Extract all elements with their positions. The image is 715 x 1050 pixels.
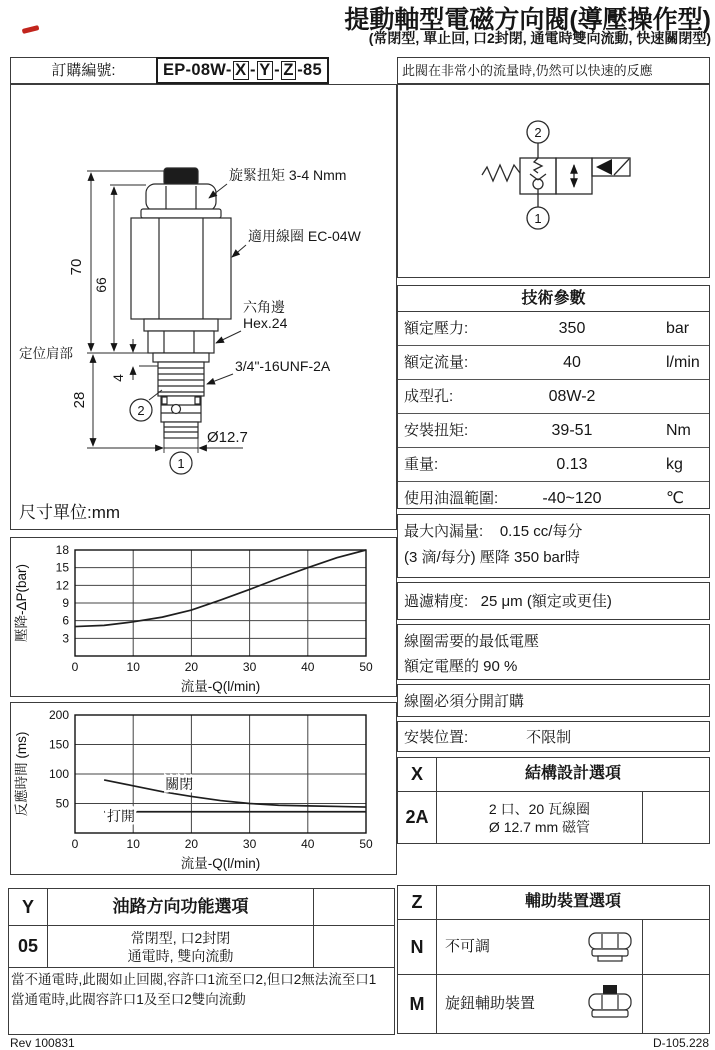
dim-66: 66: [93, 277, 109, 293]
row-value: 08W-2: [548, 388, 596, 405]
knurled-cap: [164, 168, 198, 185]
shoulder-label: 定位肩部: [19, 346, 73, 361]
order-code-x: X: [233, 61, 249, 80]
order-code-prefix: EP-08W-: [162, 61, 232, 79]
y-table-title: 油路方向功能選項: [112, 897, 249, 916]
mounting-position-box: [397, 721, 710, 752]
row-label: 額定流量:: [404, 354, 469, 371]
coil-body: [131, 218, 231, 319]
spring-symbol: [482, 165, 520, 181]
y-option-code: 05: [9, 926, 48, 967]
order-number-label: 訂購編號:: [51, 62, 116, 79]
z-table-code: Z: [398, 886, 437, 919]
valve-drawing-svg: [11, 85, 396, 529]
knob-nut-icon: [584, 984, 636, 1024]
order-code-z: Z: [281, 61, 296, 80]
order-code-suffix: -85: [297, 61, 322, 79]
table-row-cavity: [398, 379, 709, 413]
svg-text:3: 3: [62, 631, 69, 646]
mounting-value: 不限制: [526, 729, 572, 746]
thread-section: [158, 362, 204, 396]
z-option-spacer: [642, 975, 709, 1033]
y-option-description: [48, 926, 313, 967]
svg-text:40: 40: [301, 660, 315, 674]
order-code-y: Y: [257, 61, 273, 80]
x-options-table: [397, 757, 710, 844]
svg-text:流量-Q(l/min): 流量-Q(l/min): [180, 679, 261, 694]
y-options-table: [8, 888, 395, 1035]
order-code-sep: -: [274, 61, 280, 79]
y-note-line-2: 當通電時,此閥容許口1及至口2雙向流動: [11, 992, 246, 1007]
check-poppet: [533, 179, 543, 189]
svg-text:0: 0: [71, 837, 79, 851]
x-option-code: 2A: [398, 792, 437, 843]
hydraulic-symbol-box: [397, 84, 710, 278]
dim-28: 28: [71, 391, 88, 409]
svg-text:壓降-ΔP(bar): 壓降-ΔP(bar): [14, 563, 29, 643]
hex-label: 六角邊: [243, 299, 285, 315]
z-option-row-m: [398, 974, 709, 1033]
x-option-desc-line-1: 2 口、20 瓦線圈: [488, 800, 591, 817]
row-unit: ℃: [666, 490, 684, 507]
row-value: 39-51: [551, 422, 593, 439]
x-table-header: [398, 758, 709, 792]
svg-text:20: 20: [184, 660, 199, 674]
table-row-torque: [398, 413, 709, 447]
x-table-title: 結構設計選項: [524, 765, 621, 782]
diameter-label: Ø12.7: [207, 429, 248, 446]
svg-text:30: 30: [242, 837, 257, 851]
svg-text:40: 40: [301, 837, 315, 851]
x-table-code: X: [398, 758, 437, 791]
svg-text:0: 0: [71, 660, 79, 674]
svg-text:流量-Q(l/min): 流量-Q(l/min): [180, 856, 261, 871]
y-note-line-1: 當不通電時,此閥如止回閥,容許口1流至口2,但口2無法流至口1: [11, 972, 377, 987]
table-row-temperature: [398, 481, 709, 515]
row-unit: l/min: [666, 354, 700, 371]
svg-text:20: 20: [184, 837, 199, 851]
coil-label: 適用線圈 EC-04W: [248, 228, 361, 244]
svg-text:10: 10: [126, 837, 140, 851]
leakage-line-2: (3 滴/每分) 壓降 350 bar時: [404, 549, 580, 566]
port-1-number: 1: [177, 456, 185, 471]
z-option-row-n: [398, 920, 709, 974]
z-option-n-label: 不可調: [445, 938, 491, 955]
svg-text:100: 100: [48, 767, 69, 781]
quick-response-note: 此閥在非常小的流量時,仍然可以快速的反應: [397, 57, 710, 84]
hex-value: Hex.24: [243, 315, 288, 331]
svg-text:反應時間 (ms): 反應時間 (ms): [14, 731, 29, 817]
x-option-desc-line-2: Ø 12.7 mm 磁管: [488, 818, 591, 835]
dim-70: 70: [68, 258, 85, 276]
leakage-line-1: 最大內漏量: 0.15 cc/每分: [404, 523, 583, 540]
row-value: 0.13: [556, 456, 588, 473]
z-option-m-label: 旋鈕輔助裝置: [445, 995, 536, 1012]
y-table-header: [9, 889, 394, 926]
coil-voltage-line-2: 額定電壓的 90 %: [404, 658, 518, 675]
order-number-box: [10, 57, 329, 84]
hydraulic-symbol-svg: [398, 85, 709, 277]
y-option-row-05: [9, 926, 394, 968]
y-option-desc-line-2: 通電時, 雙向流動: [127, 947, 234, 964]
svg-text:50: 50: [55, 796, 69, 811]
y-table-spacer: [313, 889, 394, 925]
page-title: 提動軸型電磁方向閥(導壓操作型): [344, 6, 711, 34]
leakage-note-box: [397, 514, 710, 578]
row-label: 額定壓力:: [404, 320, 469, 337]
coil-voltage-note-box: [397, 624, 710, 680]
pressure-drop-chart-box: [10, 537, 397, 697]
coil-voltage-line-1: 線圈需要的最低電壓: [404, 633, 540, 650]
thread-label: 3/4"-16UNF-2A: [235, 358, 331, 374]
table-row-pressure: [398, 312, 709, 345]
y-table-code: Y: [9, 889, 48, 925]
svg-text:9: 9: [62, 596, 69, 610]
z-option-code: N: [398, 920, 437, 974]
row-unit: Nm: [666, 422, 691, 439]
x-option-description: [437, 792, 642, 843]
x-option-row-2a: [398, 792, 709, 843]
row-value: 350: [558, 320, 586, 337]
spool-tip: [164, 422, 198, 438]
svg-text:30: 30: [242, 660, 257, 674]
svg-text:50: 50: [359, 660, 373, 674]
tech-params-table: [397, 285, 710, 509]
tech-params-title: 技術參數: [398, 286, 709, 312]
torque-label: 旋緊扭矩 3-4 Nmm: [229, 167, 347, 183]
svg-text:50: 50: [359, 837, 373, 851]
valve-dimension-drawing: [10, 84, 397, 530]
logo-mark: [22, 25, 40, 33]
svg-text:關閉: 關閉: [165, 775, 194, 792]
revision-number: Rev 100831: [10, 1036, 75, 1050]
coil-order-note-box: 線圈必須分開訂購: [397, 684, 710, 717]
table-row-flow: [398, 345, 709, 379]
row-label: 重量:: [404, 456, 439, 473]
filtration-note-box: 過濾精度: 25 μm (額定或更佳): [397, 582, 710, 620]
mounting-label: 安裝位置:: [404, 729, 469, 746]
dimension-unit-note: 尺寸單位:mm: [19, 503, 121, 522]
order-code-sep: -: [249, 61, 256, 79]
row-value: 40: [563, 354, 581, 371]
symbol-port-1-number: 1: [534, 211, 542, 226]
row-unit: bar: [666, 320, 690, 337]
svg-text:6: 6: [62, 613, 69, 628]
dim-4: 4: [110, 374, 126, 382]
svg-text:200: 200: [48, 708, 69, 722]
response-time-chart-box: [10, 702, 397, 875]
z-option-code: M: [398, 975, 437, 1033]
z-options-table: [397, 885, 710, 1034]
port-2-number: 2: [137, 403, 145, 418]
page-subtitle: (常閉型, 單止回, 口2封閉, 通電時雙向流動, 快速關閉型): [368, 30, 711, 46]
symbol-port-2-number: 2: [534, 125, 542, 140]
svg-text:打開: 打開: [107, 808, 136, 825]
row-label: 成型孔:: [404, 388, 454, 405]
svg-text:15: 15: [55, 560, 69, 575]
hex-section: [148, 331, 214, 353]
locating-shoulder: [153, 353, 209, 362]
svg-text:12: 12: [55, 578, 69, 593]
svg-text:18: 18: [55, 543, 69, 557]
table-row-weight: [398, 447, 709, 481]
document-number: D-105.228: [652, 1036, 709, 1050]
nut-icon: [584, 930, 636, 964]
response-time-chart: [11, 703, 396, 873]
svg-text:10: 10: [126, 660, 140, 674]
y-function-note: [9, 968, 394, 1012]
row-unit: kg: [666, 456, 683, 473]
row-label: 使用油溫範圍:: [404, 490, 499, 507]
y-option-desc-line-1: 常閉型, 口2封閉: [130, 929, 231, 946]
z-option-spacer: [642, 920, 709, 974]
svg-text:150: 150: [48, 737, 69, 752]
order-code: [156, 57, 329, 84]
row-value: -40~120: [542, 490, 602, 507]
z-table-header: [398, 886, 709, 920]
y-option-spacer: [313, 926, 394, 967]
pressure-drop-chart: [11, 538, 396, 696]
z-option-description: [437, 975, 642, 1033]
z-table-title: 輔助裝置選項: [524, 893, 621, 910]
row-label: 安裝扭矩:: [404, 422, 469, 439]
z-option-description: [437, 920, 642, 974]
x-option-spacer: [642, 792, 709, 843]
